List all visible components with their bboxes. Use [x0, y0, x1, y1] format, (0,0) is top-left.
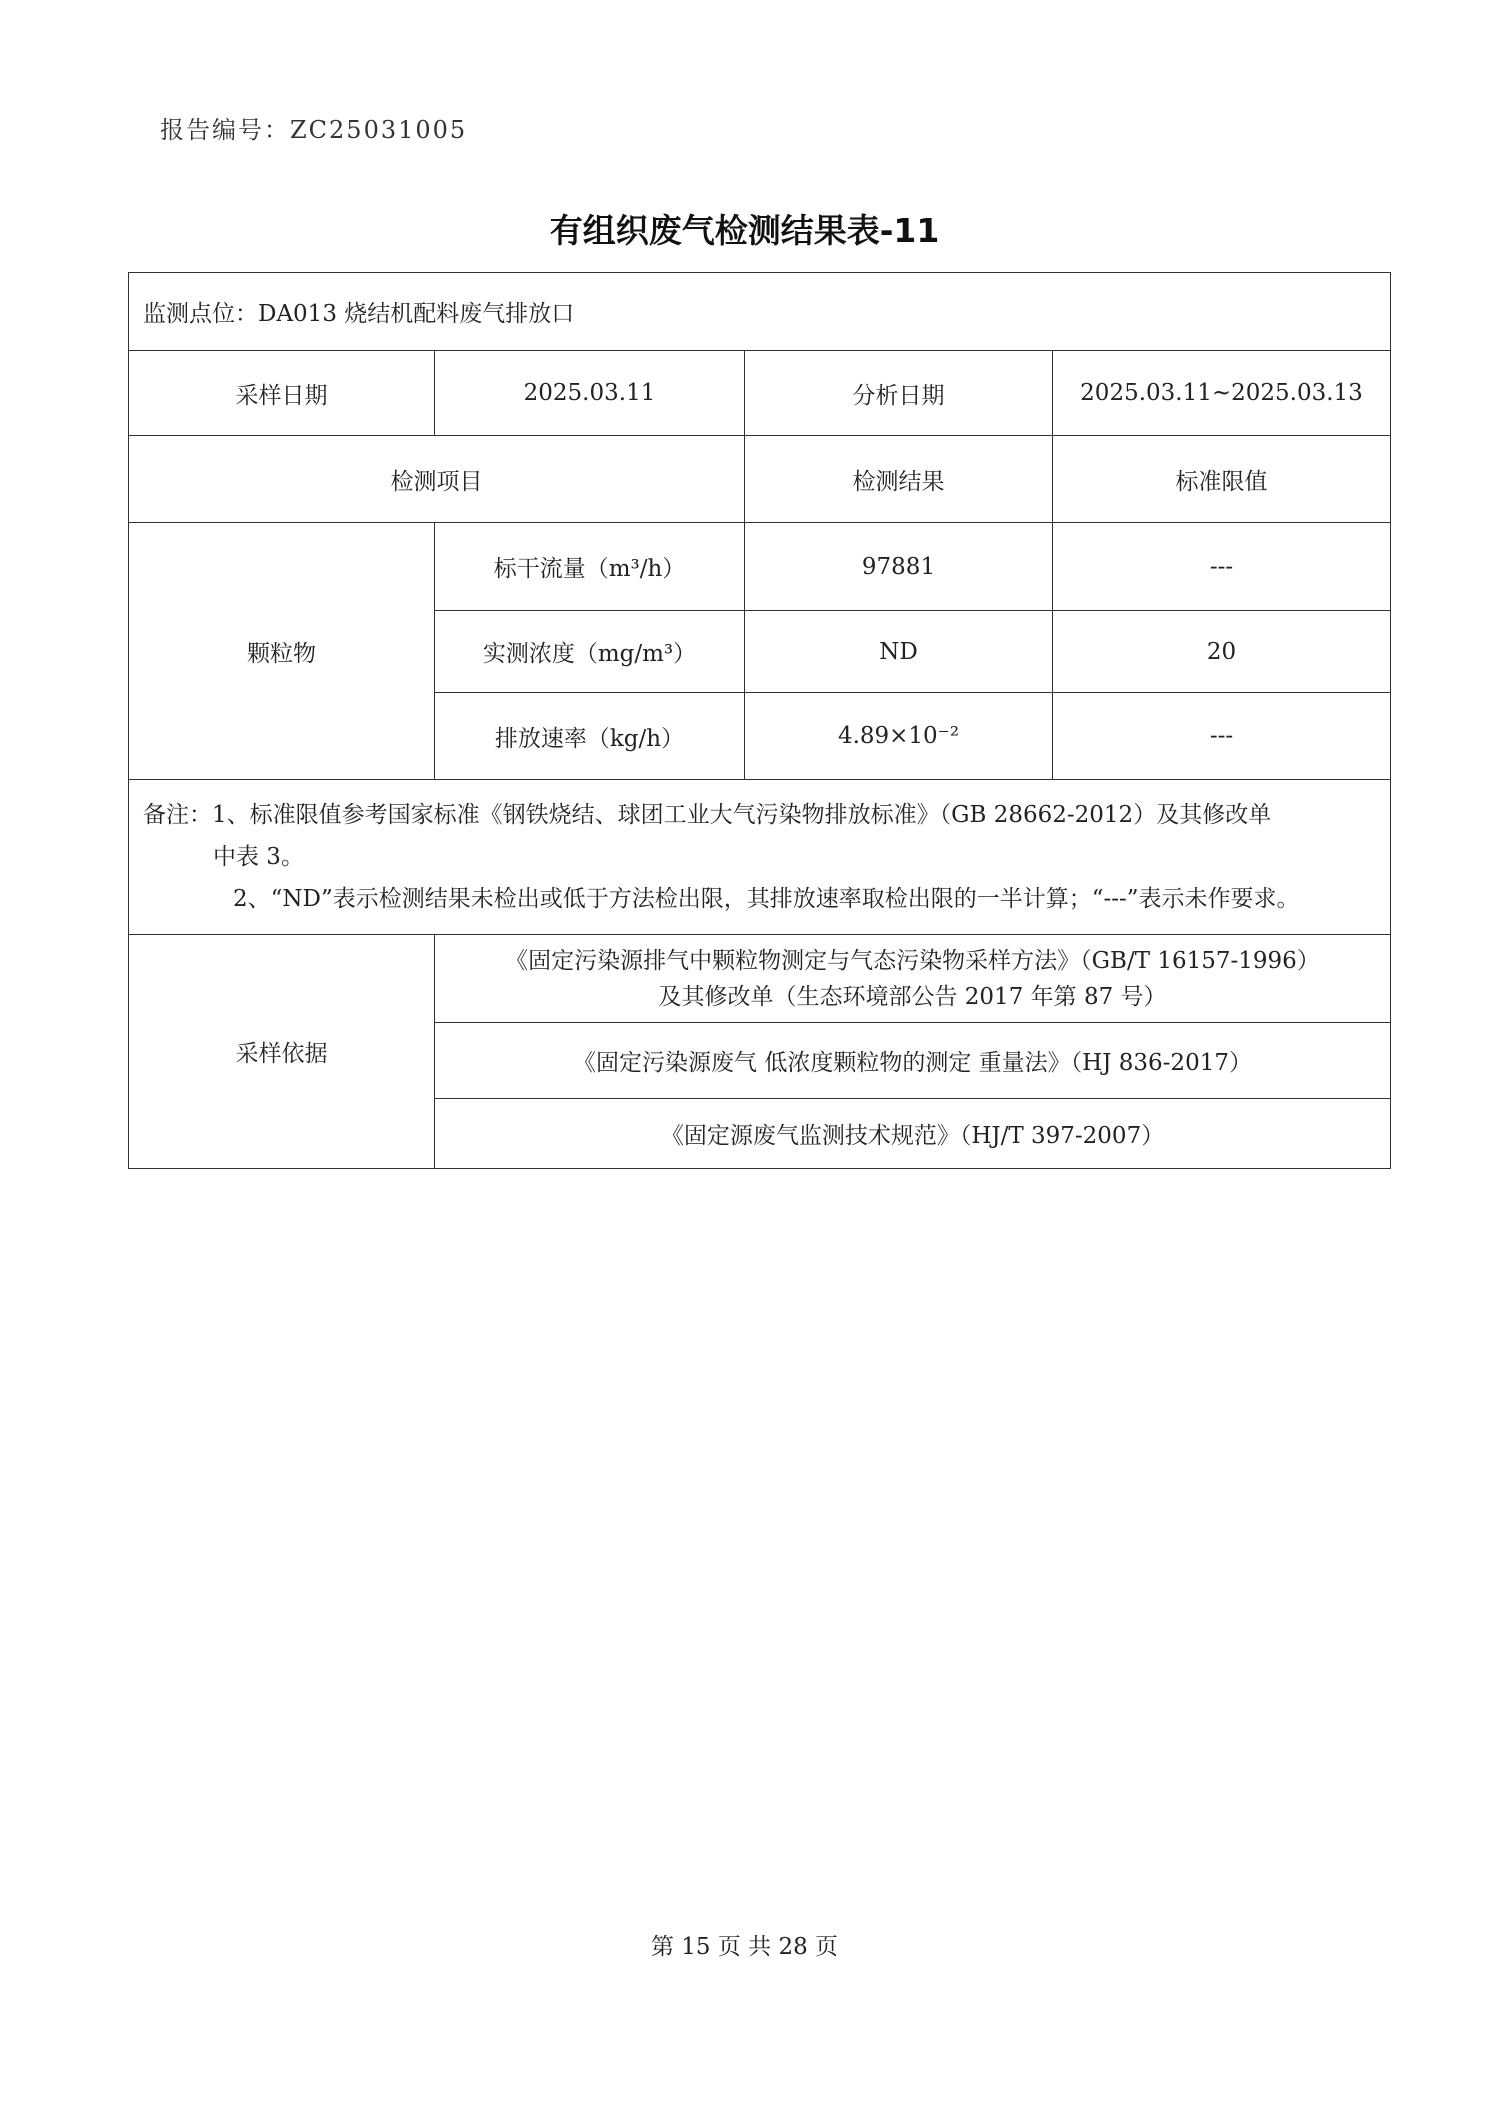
report-number: 报告编号：ZC25031005: [160, 116, 468, 144]
dates-row: [129, 351, 1391, 436]
analysis-date-label: 分析日期: [745, 351, 1053, 436]
header-row: [129, 436, 1391, 523]
row-limit: 20: [1053, 611, 1391, 693]
row-result: 97881: [745, 523, 1053, 611]
notes-row: [129, 780, 1391, 935]
note-line-1: 备注：1、标准限值参考国家标准《钢铁烧结、球团工业大气污染物排放标准》（GB 28662-2012）及其修改单: [143, 802, 1272, 828]
notes: [129, 780, 1391, 935]
row-item-name: 标干流量（m³/h）: [435, 523, 745, 611]
row-result: ND: [745, 611, 1053, 693]
sampling-basis-1: [435, 935, 1391, 1023]
sampling-basis-3: 《固定源废气监测技术规范》（HJ/T 397-2007）: [435, 1099, 1391, 1169]
results-table: [128, 272, 1391, 1169]
monitoring-point-row: [129, 273, 1391, 351]
sampling-basis-label: 采样依据: [129, 935, 435, 1169]
header-limit: 标准限值: [1053, 436, 1391, 523]
basis-standard-1-amendment: 及其修改单（生态环境部公告 2017 年第 87 号）: [658, 983, 1167, 1010]
pollutant-name: 颗粒物: [129, 523, 435, 780]
note-line-2: 中表 3。: [213, 844, 304, 870]
sampling-basis-2: 《固定污染源废气 低浓度颗粒物的测定 重量法》（HJ 836-2017）: [435, 1023, 1391, 1099]
table-row: [129, 523, 1391, 611]
monitoring-point: 监测点位：DA013 烧结机配料废气排放口: [129, 273, 1391, 351]
basis-standard-1: 《固定污染源排气中颗粒物测定与气态污染物采样方法》（GB/T 16157-1996）: [505, 947, 1320, 974]
row-result: 4.89×10⁻²: [745, 693, 1053, 780]
note-line-3: 2、“ND”表示检测结果未检出或低于方法检出限，其排放速率取检出限的一半计算；“---”表示未作要求。: [233, 886, 1300, 912]
header-item: 检测项目: [129, 436, 745, 523]
page-title: 有组织废气检测结果表-11: [549, 211, 940, 250]
analysis-date: 2025.03.11~2025.03.13: [1053, 351, 1391, 436]
page-footer: 第 15 页 共 28 页: [650, 1934, 839, 1960]
sampling-date: 2025.03.11: [435, 351, 745, 436]
basis-row: [129, 935, 1391, 1023]
header-result: 检测结果: [745, 436, 1053, 523]
row-item-name: 实测浓度（mg/m³）: [435, 611, 745, 693]
row-limit: ---: [1053, 523, 1391, 611]
sampling-date-label: 采样日期: [129, 351, 435, 436]
row-item-name: 排放速率（kg/h）: [435, 693, 745, 780]
row-limit: ---: [1053, 693, 1391, 780]
